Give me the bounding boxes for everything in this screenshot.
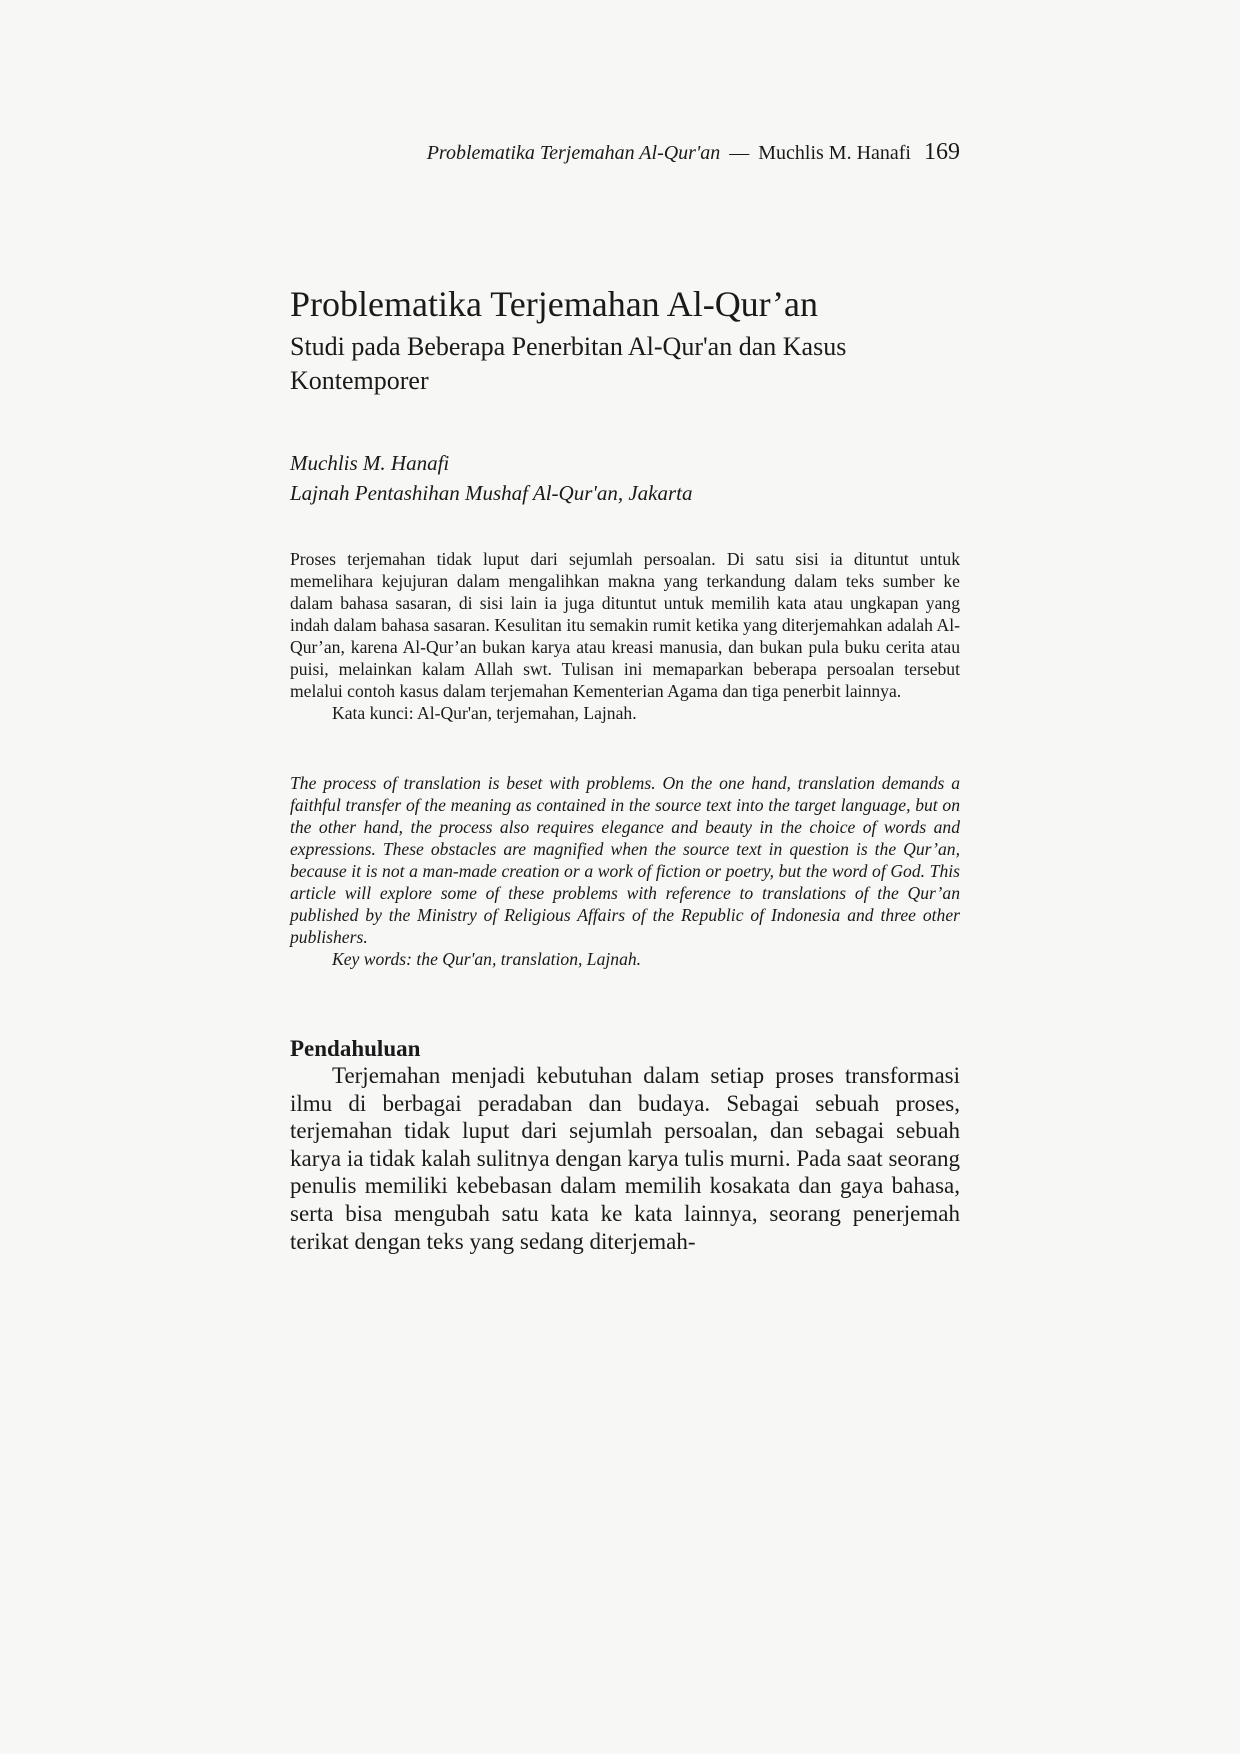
running-header <box>290 140 960 165</box>
abstract-indonesian-text: Proses terjemahan tidak luput dari sejumlah persoalan. Di satu sisi ia dituntut untuk memelihara kejujuran dalam mengalihkan makna yang terkandung dalam teks sumber ke dalam bahasa sasaran, di sisi lain ia juga dituntut untuk memilih kata atau ungkapan yang indah dalam bahasa sasaran. Kesulitan itu semakin rumit ketika yang diterjemahkan adalah Al-Qur’an, karena Al-Qur’an bukan karya atau kreasi manusia, dan bukan pula buku cerita atau puisi, melainkan kalam Allah swt. Tulisan ini memaparkan beberapa persoalan tersebut melalui contoh kasus dalam terjemahan Kementerian Agama dan tiga penerbit lainnya. <box>290 549 960 701</box>
article-subtitle: Studi pada Beberapa Penerbitan Al-Qur'an dan Kasus Kontemporer <box>290 332 847 395</box>
title-block <box>290 282 960 398</box>
abstract-english <box>290 772 960 970</box>
abstract-english-text: The process of translation is beset with problems. On the one hand, translation demands a faithful transfer of the meaning as contained in the source text into the target language, but on the other hand, the process also requires elegance and beauty in the choice of words and expressions. These obstacles are magnified when the source text in question is the Qur’an, because it is not a man-made creation or a work of fiction or poetry, but the word of God. This article will explore some of these problems with reference to translations of the Qur’an published by the Ministry of Religious Affairs of the Republic of Indonesia and three other publishers. <box>290 773 960 947</box>
page-number: 169 <box>924 139 960 165</box>
abstract-english-keywords: Key words: the Qur'an, translation, Lajnah. <box>332 949 642 969</box>
author-affiliation: Lajnah Pentashihan Mushaf Al-Qur'an, Jakarta <box>290 481 693 505</box>
section-heading: Pendahuluan <box>290 1036 421 1061</box>
author-block <box>290 448 960 508</box>
running-header-author: Muchlis M. Hanafi <box>758 142 911 164</box>
abstract-indonesian-keywords: Kata kunci: Al-Qur'an, terjemahan, Lajnah. <box>332 703 637 723</box>
running-header-dash: — <box>729 142 750 164</box>
abstract-indonesian <box>290 548 960 724</box>
author-name: Muchlis M. Hanafi <box>290 451 450 475</box>
section-body-paragraph: Terjemahan menjadi kebutuhan dalam setiap proses transformasi ilmu di berbagai peradaban dan budaya. Sebagai sebuah proses, terjemahan tidak luput dari sejumlah persoalan, dan sebagai sebuah karya ia tidak kalah sulitnya dengan karya tulis murni. Pada saat seorang penulis memiliki kebebasan dalam memilih kosakata dan gaya bahasa, serta bisa mengubah satu kata ke kata lainnya, seorang penerjemah terikat dengan teks yang sedang diterjemah- <box>290 1063 960 1254</box>
section-introduction <box>290 1036 960 1255</box>
article-title: Problematika Terjemahan Al-Qur’an <box>290 284 818 324</box>
running-header-title: Problematika Terjemahan Al-Qur'an <box>426 142 721 164</box>
